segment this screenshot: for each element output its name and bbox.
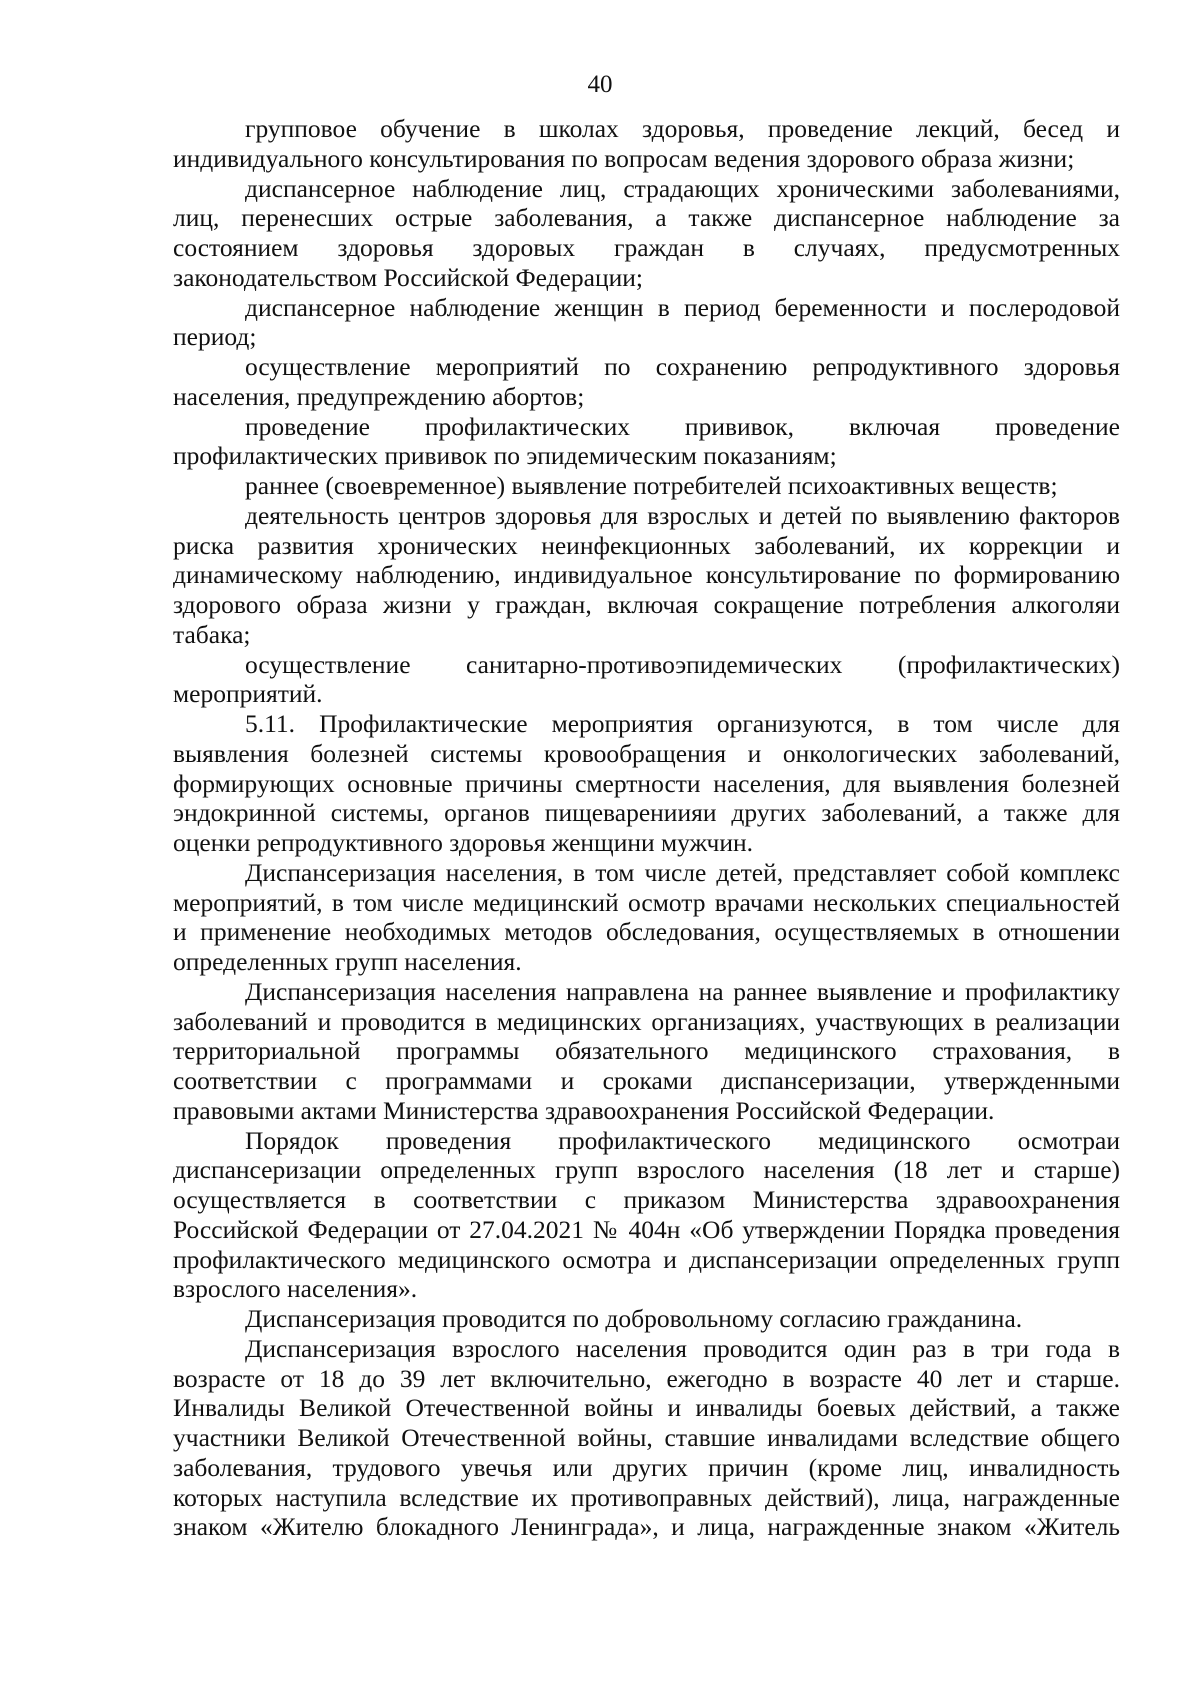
- text-line: Российской Федерации от 27.04.2021 № 404н «Об утверждении Порядка проведения: [173, 1214, 1120, 1244]
- text-line: взрослого населения».: [173, 1274, 418, 1304]
- text-line: законодательством Российской Федерации;: [173, 262, 644, 292]
- text-line: деятельность центров здоровья для взрослых и детей по выявлению факторов: [245, 500, 1120, 530]
- text-line: участники Великой Отечественной войны, ставшие инвалидами вследствие общего: [173, 1423, 1120, 1452]
- text-line: населения, предупреждению абортов;: [173, 381, 585, 411]
- text-line: Порядок проведения профилактического медицинского осмотраи: [245, 1125, 1120, 1155]
- text-line: мероприятий.: [173, 679, 323, 709]
- text-line: лиц, перенесших острые заболевания, а также диспансерное наблюдение за: [173, 203, 1120, 233]
- text-line: динамическому наблюдению, индивидуальное консультирование по формированию: [173, 560, 1120, 590]
- text-line: формирующих основные причины смертности населения, для выявления болезней: [173, 768, 1120, 798]
- text-line: определенных групп населения.: [173, 947, 522, 976]
- text-line: Диспансеризация взрослого населения проводится один раз в три года в: [245, 1333, 1120, 1363]
- paragraph: [173, 501, 1120, 650]
- text-line: осуществляется в соответствии с приказом Министерства здравоохранения: [173, 1185, 1120, 1214]
- paragraph: [173, 977, 1120, 1126]
- text-line: диспансерное наблюдение лиц, страдающих хроническими заболеваниями,: [245, 173, 1120, 203]
- text-line: правовыми актами Министерства здравоохранения Российской Федерации.: [173, 1095, 995, 1125]
- text-line: профилактического медицинского осмотра и диспансеризации определенных групп: [173, 1244, 1120, 1274]
- paragraph: [173, 858, 1120, 977]
- text-line: профилактических прививок по эпидемическим показаниям;: [173, 441, 837, 471]
- paragraph: [173, 1334, 1120, 1542]
- text-line: диспансерное наблюдение женщин в период беременности и послеродовой: [245, 292, 1120, 322]
- text-line: риска развития хронических неинфекционных заболеваний, их коррекции и: [173, 530, 1120, 560]
- text-line: и применение необходимых методов обследования, осуществляемых в отношении: [173, 917, 1120, 947]
- document-body: [173, 114, 1120, 1542]
- text-line: здорового образа жизни у граждан, включая сокращение потребления алкоголяи: [173, 590, 1120, 619]
- text-line: соответствии с программами и сроками диспансеризации, утвержденными: [173, 1066, 1120, 1095]
- text-line: знаком «Жителю блокадного Ленинграда», и лица, награжденные знаком «Житель: [173, 1512, 1120, 1542]
- text-line: эндокринной системы, органов пищеварениияи других заболеваний, а также для: [173, 798, 1120, 828]
- text-line: Диспансеризация проводится по добровольному согласию гражданина.: [245, 1304, 1023, 1333]
- paragraph: [173, 650, 1120, 710]
- text-line: возрасте от 18 до 39 лет включительно, ежегодно в возрасте 40 лет и старше.: [173, 1363, 1120, 1393]
- text-line: период;: [173, 322, 257, 352]
- paragraph: [173, 352, 1120, 412]
- text-line: 5.11. Профилактические мероприятия организуются, в том числе для: [245, 709, 1120, 738]
- text-line: проведение профилактических прививок, включая проведение: [245, 411, 1120, 441]
- paragraph: [173, 174, 1120, 293]
- text-line: осуществление санитарно-противоэпидемических (профилактических): [245, 649, 1120, 679]
- paragraph: [173, 114, 1120, 174]
- text-line: оценки репродуктивного здоровья женщини мужчин.: [173, 828, 754, 857]
- paragraph: [173, 471, 1120, 501]
- text-line: мероприятий, в том числе медицинский осмотр врачами нескольких специальностей: [173, 887, 1120, 917]
- text-line: индивидуального консультирования по вопросам ведения здорового образа жизни;: [173, 143, 1075, 173]
- paragraph: [173, 1304, 1120, 1334]
- paragraph: [173, 293, 1120, 353]
- text-line: выявления болезней системы кровообращения и онкологических заболеваний,: [173, 738, 1120, 768]
- page-number: 40: [587, 71, 613, 98]
- paragraph: [173, 1126, 1120, 1305]
- text-line: Диспансеризация населения, в том числе детей, представляет собой комплекс: [245, 857, 1120, 887]
- text-line: Диспансеризация населения направлена на раннее выявление и профилактику: [245, 976, 1120, 1006]
- text-line: диспансеризации определенных групп взрослого населения (18 лет и старше): [173, 1155, 1120, 1185]
- text-line: раннее (своевременное) выявление потребителей психоактивных веществ;: [245, 471, 1058, 500]
- text-line: территориальной программы обязательного медицинского страхования, в: [173, 1036, 1120, 1066]
- text-line: групповое обучение в школах здоровья, проведение лекций, бесед и: [245, 114, 1120, 143]
- text-line: осуществление мероприятий по сохранению репродуктивного здоровья: [245, 352, 1120, 381]
- text-line: заболеваний и проводится в медицинских организациях, участвующих в реализации: [173, 1006, 1120, 1036]
- paragraph: [173, 709, 1120, 858]
- paragraph: [173, 412, 1120, 472]
- text-line: заболевания, трудового увечья или других причин (кроме лиц, инвалидность: [173, 1452, 1120, 1482]
- text-line: состоянием здоровья здоровых граждан в случаях, предусмотренных: [173, 233, 1120, 262]
- text-line: табака;: [173, 619, 251, 649]
- text-line: которых наступила вследствие их противоправных действий), лица, награжденные: [173, 1482, 1120, 1512]
- text-line: Инвалиды Великой Отечественной войны и инвалиды боевых действий, а также: [173, 1393, 1120, 1423]
